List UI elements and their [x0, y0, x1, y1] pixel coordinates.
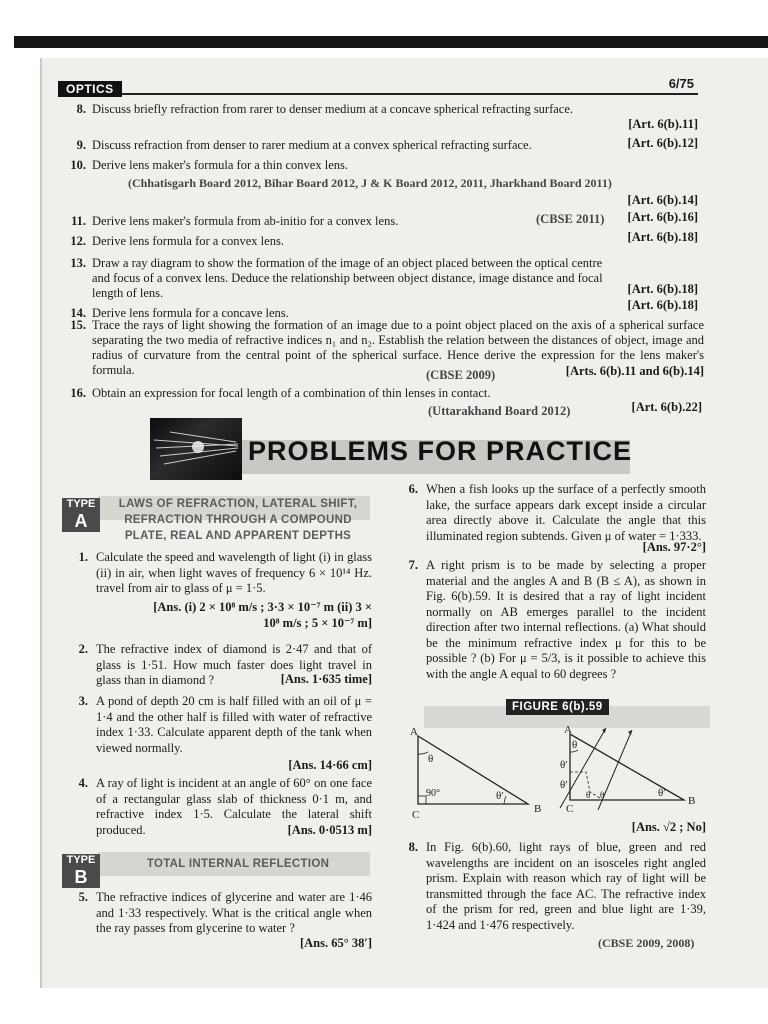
type-letter: B	[74, 867, 88, 887]
header-rule	[58, 93, 698, 95]
fig-label-theta: θ	[428, 753, 434, 765]
type-title: TOTAL INTERNAL REFLECTION	[146, 858, 330, 870]
question-9	[64, 138, 584, 154]
fig-label-theta-prime: θ′	[496, 790, 504, 802]
fig-label-theta-prime: θ′	[658, 787, 666, 799]
type-title: LAWS OF REFRACTION, LATERAL SHIFT, REFRACTION THROUGH A COMPOUND PLATE, REAL AND APPARENT DEPTHS	[118, 498, 358, 542]
question-number: 9.	[76, 138, 86, 152]
problem-8	[404, 840, 706, 936]
question-text: Draw a ray diagram to show the formation of the image of an object placed between the optical centre and focus of a convex lens. Deduce the relationship between object distance, image distance and focal length of lens.	[92, 256, 603, 300]
problem-number: 7.	[408, 558, 418, 572]
type-word: TYPE	[66, 854, 96, 866]
board-source: (Chhatisgarh Board 2012, Bihar Board 2012, J & K Board 2012, 2011, Jharkhand Board 2011)	[128, 176, 612, 190]
fig-label-theta-prime: θ′	[560, 759, 568, 771]
answer: [Ans. √2 ; No]	[631, 820, 706, 834]
question-text: Discuss refraction from denser to rarer medium at a convex spherical refracting surface.	[92, 138, 532, 152]
question-11	[64, 214, 504, 230]
problem-text: A ray of light is incident at an angle of 60° on one face of a rectangular glass slab of thickness 0·1 m, and refractive index 1·5. Calculate the lateral shift produced.	[96, 776, 372, 837]
fig-label-b: B	[534, 803, 542, 815]
problem-text: The refractive indices of glycerine and water are 1·46 and 1·33 respectively. What is the critical angle when the ray passes from glycerine to water ?	[96, 890, 372, 935]
article-ref: [Art. 6(b).18]	[627, 230, 698, 244]
problem-number: 8.	[408, 840, 418, 854]
article-ref: [Art. 6(b).18]	[627, 282, 698, 296]
problems-banner	[150, 418, 633, 480]
question-13	[64, 256, 704, 304]
question-number: 14.	[70, 306, 86, 320]
problem-text: The refractive index of diamond is 2·47 and that of glass is 1·51. How much faster does light travel in glass than in diamond ?	[96, 642, 372, 687]
fig-label-theta-prime: θ′	[560, 779, 568, 791]
question-12	[64, 234, 504, 250]
problem-text: A right prism is to be made by selecting a proper material and the angles A and B (B ≤ A), as shown in Fig. 6(b).59. It is desired that a ray of light incident normally on AB emerges parallel to the incident direction after two internal reflections. (a) What should be the minimum refractive index μ for this to be possible ? (b) For μ = 5/3, is it possible to achieve this with the angle A equal to 60 degrees ?	[426, 558, 706, 681]
fig-label-theta: θ	[586, 790, 591, 800]
top-bar	[14, 36, 768, 48]
problem-number: 6.	[408, 482, 418, 496]
figure-label: FIGURE 6(b).59	[506, 699, 609, 715]
fig-label-theta: θ	[600, 790, 605, 800]
type-badge	[62, 498, 100, 532]
question-text: Derive lens maker's formula for a thin convex lens.	[92, 158, 348, 172]
problem-number: 2.	[78, 642, 88, 656]
article-ref: [Art. 6(b).11]	[628, 117, 698, 131]
type-word: TYPE	[66, 498, 96, 510]
question-number: 8.	[76, 102, 86, 116]
fig-label-b: B	[688, 795, 696, 807]
question-number: 12.	[70, 234, 86, 248]
question-10	[64, 158, 704, 174]
board-source: (CBSE 2009)	[426, 368, 496, 382]
article-ref: [Art. 6(b).22]	[631, 400, 702, 414]
question-number: 13.	[70, 256, 86, 270]
type-letter: A	[74, 511, 88, 531]
answer: [Ans. 0·0513 m]	[287, 823, 372, 837]
question-number: 16.	[70, 386, 86, 400]
question-text: Discuss briefly refraction from rarer to denser medium at a concave spherical refracting surface.	[92, 102, 574, 116]
question-text: Obtain an expression for focal length of a combination of thin lenses in contact.	[92, 386, 491, 400]
problem-number: 5.	[78, 890, 88, 904]
banner-title: PROBLEMS FOR PRACTICE	[248, 436, 633, 466]
board-source: (Uttarakhand Board 2012)	[428, 404, 571, 418]
board-source: (CBSE 2011)	[536, 212, 605, 226]
page-edge	[40, 58, 42, 988]
answer: [Ans. 97·2°]	[642, 540, 706, 554]
page-number: 6/75	[665, 76, 698, 91]
problem-3	[74, 694, 372, 758]
page-header	[58, 76, 698, 96]
problem-text: When a fish looks up the surface of a perfectly smooth lake, the surface appears dark except inside a circular area directly above it. Calculate the angle that this illuminated region subtends. Given μ of water = 1·333.	[426, 482, 706, 543]
question-number: 10.	[70, 158, 86, 172]
question-number: 15.	[70, 318, 86, 332]
answer: [Ans. (i) 2 × 10⁸ m/s ; 3·3 × 10⁻⁷ m (ii) 3 × 10⁸ m/s ; 5 × 10⁻⁷ m]	[153, 600, 372, 630]
problem-text: Calculate the speed and wavelength of light (i) in glass (ii) in air, when light waves of frequency 6 × 10¹⁴ Hz. travel from air to glass of μ = 1·5.	[96, 550, 372, 595]
answer: [Ans. 1·635 time]	[280, 672, 372, 686]
article-ref: [Art. 6(b).16]	[627, 210, 698, 224]
problem-number: 4.	[78, 776, 88, 790]
answer: [Ans. 14·66 cm]	[288, 758, 372, 772]
type-badge	[62, 854, 100, 888]
prism-figure	[400, 726, 708, 826]
fig-label-a: A	[564, 726, 572, 736]
fig-label-c: C	[566, 803, 574, 815]
problem-number: 3.	[78, 694, 88, 708]
article-ref: [Arts. 6(b).11 and 6(b).14]	[565, 364, 704, 378]
problem-text: A pond of depth 20 cm is half filled with an oil of μ = 1·4 and the other half is filled with water of refractive index 1·33. Calculate apparent depth of the tank when viewed normally.	[96, 694, 372, 755]
question-text: Derive lens formula for a concave lens.	[92, 306, 289, 320]
section-tag: OPTICS	[58, 81, 122, 97]
fig-label-90: 90°	[426, 788, 440, 799]
answer: [Ans. 65° 38′]	[299, 936, 372, 950]
fig-label-c: C	[412, 809, 420, 821]
problem-text: In Fig. 6(b).60, light rays of blue, green and red wavelengths are incident on an isosceles right angled prism. Explain with reason which ray of light will be transmitted through the face AC. The refractive index of the prism for red, green and blue light are 1·39, 1·424 and 1·476 respectively.	[426, 840, 706, 932]
problem-number: 1.	[78, 550, 88, 564]
fig-label-theta: θ	[572, 739, 578, 751]
question-text: Derive lens formula for a convex lens.	[92, 234, 284, 248]
problem-7	[404, 558, 706, 688]
question-text: Derive lens maker's formula from ab-initio for a convex lens.	[92, 214, 399, 228]
question-8	[64, 102, 704, 118]
article-ref: [Art. 6(b).12]	[627, 136, 698, 150]
fig-label-a: A	[410, 726, 418, 738]
board-source: (CBSE 2009, 2008)	[598, 936, 695, 950]
question-16	[64, 386, 704, 402]
question-number: 11.	[71, 214, 86, 228]
article-ref: [Art. 6(b).14]	[627, 193, 698, 207]
question-text: Trace the rays of light showing the formation of an image due to a point object placed on the axis of a spherical surface separating the two media of refractive indices n₁ and n₂. Establish the relation between the distances of object, image and radius of curvature from the central point of the spherical surface. Hence derive the expression for the lens maker's formula.	[92, 318, 704, 377]
article-ref: [Art. 6(b).18]	[627, 298, 698, 312]
banner-light-image	[150, 418, 242, 480]
